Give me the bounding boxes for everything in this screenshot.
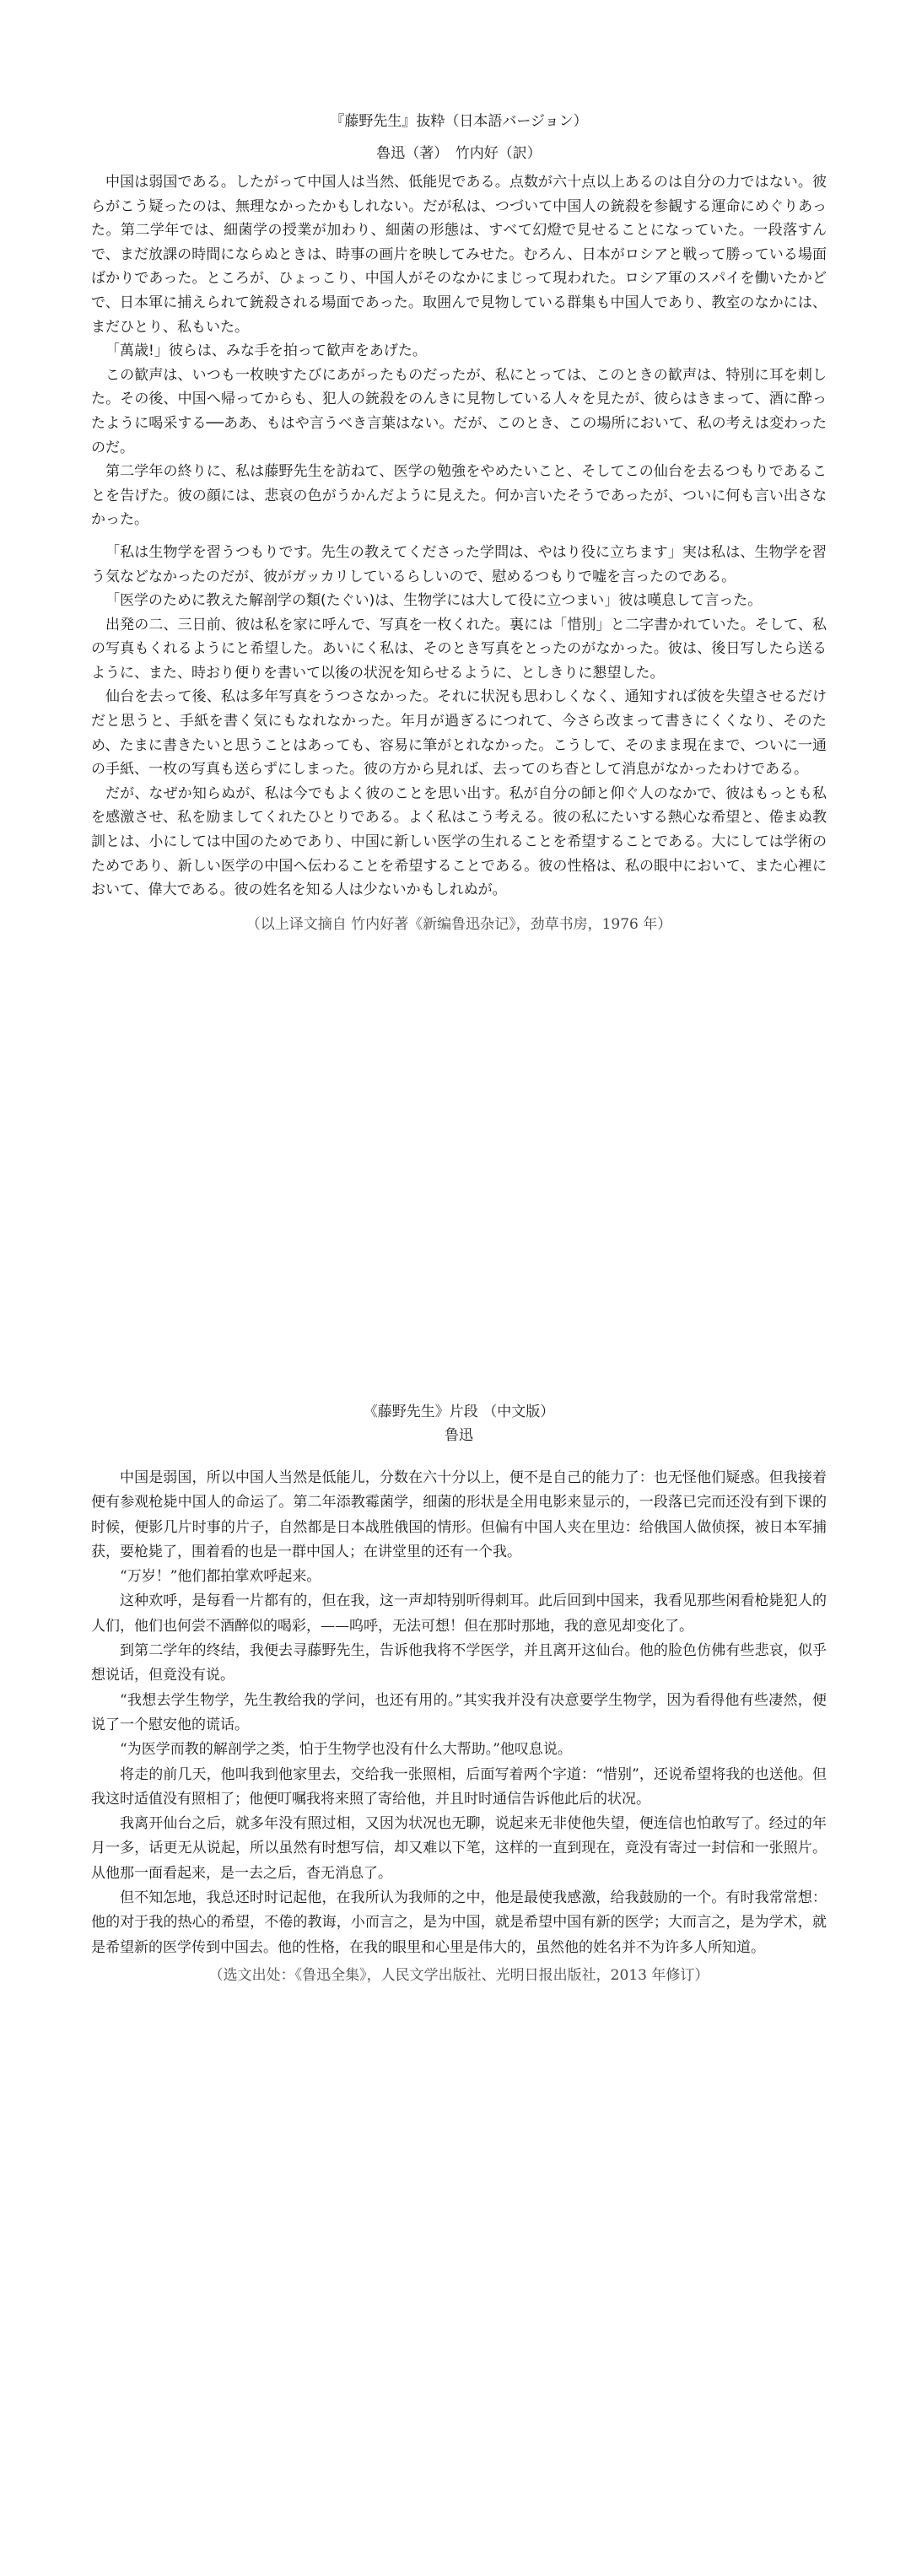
japanese-paragraph: この歓声は、いつも一枚映すたびにあがったものだったが、私にとっては、このときの歓声は、特別に耳を刺した。その後、中国へ帰ってからも、犯人の銃殺をのんきに見物している人々を見たが、彼らはきまって、酒に酔ったように喝采する──ああ、もはや言うべき言葉はない。だが、このとき、この場所において、私の考えは変わったのだ。	[91, 366, 827, 456]
chinese-paragraph: 将走的前几天，他叫我到他家里去，交给我一张照相，后面写着两个字道：“惜别”，还说希望将我的也送他。但我这时适值没有照相了；他便叮嘱我将来照了寄给他，并且时时通信告诉他此后的状况。	[91, 1765, 827, 1808]
japanese-paragraph: 「萬歳!」彼らは、みな手を拍って歓声をあげた。	[105, 342, 427, 360]
chinese-paragraph: “我想去学生物学，先生教给我的学问，也还有用的。”其实我并没有决意要学生物学，因为看得他有些凄然，便说了一个慰安他的谎话。	[91, 1691, 827, 1733]
chinese-paragraph: 到第二学年的终结，我便去寻藤野先生，告诉他我将不学医学，并且离开这仙台。他的脸色仿佛有些悲哀，似乎想说话，但竟没有说。	[91, 1642, 827, 1684]
japanese-paragraph: 「私は生物学を習うつもりです。先生の教えてくださった学問は、やはり役に立ちます」実は私は、生物学を習う気などなかったのだが、彼がガッカリしているらしいので、慰めるつもりで嘘を言ったのである。	[91, 543, 827, 585]
japanese-section	[91, 110, 827, 951]
chinese-paragraph: 我离开仙台之后，就多年没有照过相，又因为状况也无聊，说起来无非使他失望，便连信也怕敢写了。经过的年月一多，话更无从说起，所以虽然有时想写信，却又难以下笔，这样的一直到现在，竟没有寄过一封信和一张照片。从他那一面看起来，是一去之后，杳无消息了。	[91, 1815, 827, 1882]
chinese-title: 《藤野先生》片段 （中文版）	[363, 1404, 555, 1420]
japanese-source-note: （以上译文摘自 竹内好著《新编鲁迅杂记》，劲草书房，1976 年）	[245, 915, 672, 933]
chinese-paragraph: “为医学而教的解剖学之类，怕于生物学也没有什么大帮助。”他叹息说。	[120, 1741, 572, 1759]
japanese-paragraph: だが、なぜか知らぬが、私は今でもよく彼のことを思い出す。私が自分の師と仰ぐ人のなかで、彼はもっとも私を感激させ、私を励ましてくれたひとりである。よく私はこう考える。彼の私にたいする熱心な希望と、倦まぬ教訓とは、小にしては中国のためであり、中国に新しい医学の生れることを希望することである。大にしては学術のためであり、新しい医学の中国へ伝わることを希望することである。彼の性格は、私の眼中において、また心裡において、偉大である。彼の姓名を知る人は少ないかもしれぬが。	[91, 784, 827, 899]
japanese-byline: 魯迅（著） 竹内好（訳）	[376, 145, 542, 162]
chinese-paragraph: 中国是弱国，所以中国人当然是低能儿，分数在六十分以上，便不是自己的能力了：也无怪他们疑惑。但我接着便有参观枪毙中国人的命运了。第二年添教霉菌学，细菌的形状是全用电影来显示的，一段落已完而还没有到下课的时候，便影几片时事的片子，自然都是日本战胜俄国的情形。但偏有中国人夹在里边：给俄国人做侦探，被日本军捕获，要枪毙了，围着看的也是一群中国人；在讲堂里的还有一个我。	[91, 1469, 827, 1560]
japanese-paragraph: 中国は弱国である。したがって中国人は当然、低能児である。点数が六十点以上あるのは自分の力ではない。彼らがこう疑ったのは、無理なかったかもしれない。だが私は、つづいて中国人の銃殺を参観する運命にめぐりあった。第二学年では、細菌学の授業が加わり、細菌の形態は、すべて幻燈で見せることになっていた。一段落すんで、まだ放課の時間にならぬときは、時事の画片を映してみせた。むろん、日本がロシアと戦って勝っている場面ばかりであった。ところが、ひょっこり、中国人がそのなかにまじって現われた。ロシア軍のスパイを働いたかどで、日本軍に捕えられて銃殺される場面であった。取囲んで見物している群集も中国人であり、教室のなかには、まだひとり、私もいた。	[91, 174, 827, 336]
chinese-paragraph: “万岁！”他们都拍掌欢呼起来。	[120, 1568, 321, 1586]
chinese-paragraph: 但不知怎地，我总还时时记起他，在我所认为我师的之中，他是最使我感激，给我鼓励的一个。有时我常常想：他的对于我的热心的希望，不倦的教诲，小而言之，是为中国，就是希望中国有新的医学；大而言之，是为学术，就是希望新的医学传到中国去。他的性格，在我的眼里和心里是伟大的，虽然他的姓名并不为许多人所知道。	[91, 1889, 827, 1956]
japanese-paragraph: 第二学年の終りに、私は藤野先生を訪ねて、医学の勉強をやめたいこと、そしてこの仙台を去るつもりであることを告げた。彼の顔には、悲哀の色がうかんだように見えた。何か言いたそうであったが、ついに何も言い出さなかった。	[91, 463, 827, 529]
japanese-paragraph: 「医学のために教えた解剖学の類(たぐい)は、生物学には大して役に立つまい」彼は嘆息して言った。	[105, 592, 763, 610]
chinese-paragraph: 这种欢呼，是每看一片都有的，但在我，这一声却特别听得刺耳。此后回到中国来，我看见那些闲看枪毙犯人的人们，他们也何尝不酒醉似的喝彩，——呜呼，无法可想！但在那时那地，我的意见却变化了。	[91, 1592, 827, 1635]
chinese-source-note: （选文出处：《鲁迅全集》，人民文学出版社、光明日报出版社，2013 年修订）	[208, 1966, 709, 1984]
japanese-paragraph: 仙台を去って後、私は多年写真をうつさなかった。それに状況も思わしくなく、通知すれば彼を失望させるだけだと思うと、手紙を書く気にもなれなかった。年月が過ぎるにつれて、今さら改まって書きにくくなり、そのため、たまに書きたいと思うことはあっても、容易に筆がとれなかった。こうして、そのまま現在まで、ついに一通の手紙、一枚の写真も送らずにしまった。彼の方から見れば、去ってのち杳として消息がなかったわけである。	[91, 688, 827, 779]
japanese-title: 『藤野先生』抜粋（日本語バージョン）	[330, 113, 588, 130]
japanese-paragraph: 出発の二、三日前、彼は私を家に呼んで、写真を一枚くれた。裏には「惜別」と二字書かれていた。そして、私の写真もくれるようにと希望した。あいにく私は、そのとき写真をとったのがなかった。彼は、後日写したら送るように、また、時おり便りを書いて以後の状況を知らせるように、としきりに懇望した。	[91, 616, 827, 682]
chinese-section	[91, 1400, 827, 2002]
chinese-byline: 鲁迅	[445, 1427, 473, 1444]
